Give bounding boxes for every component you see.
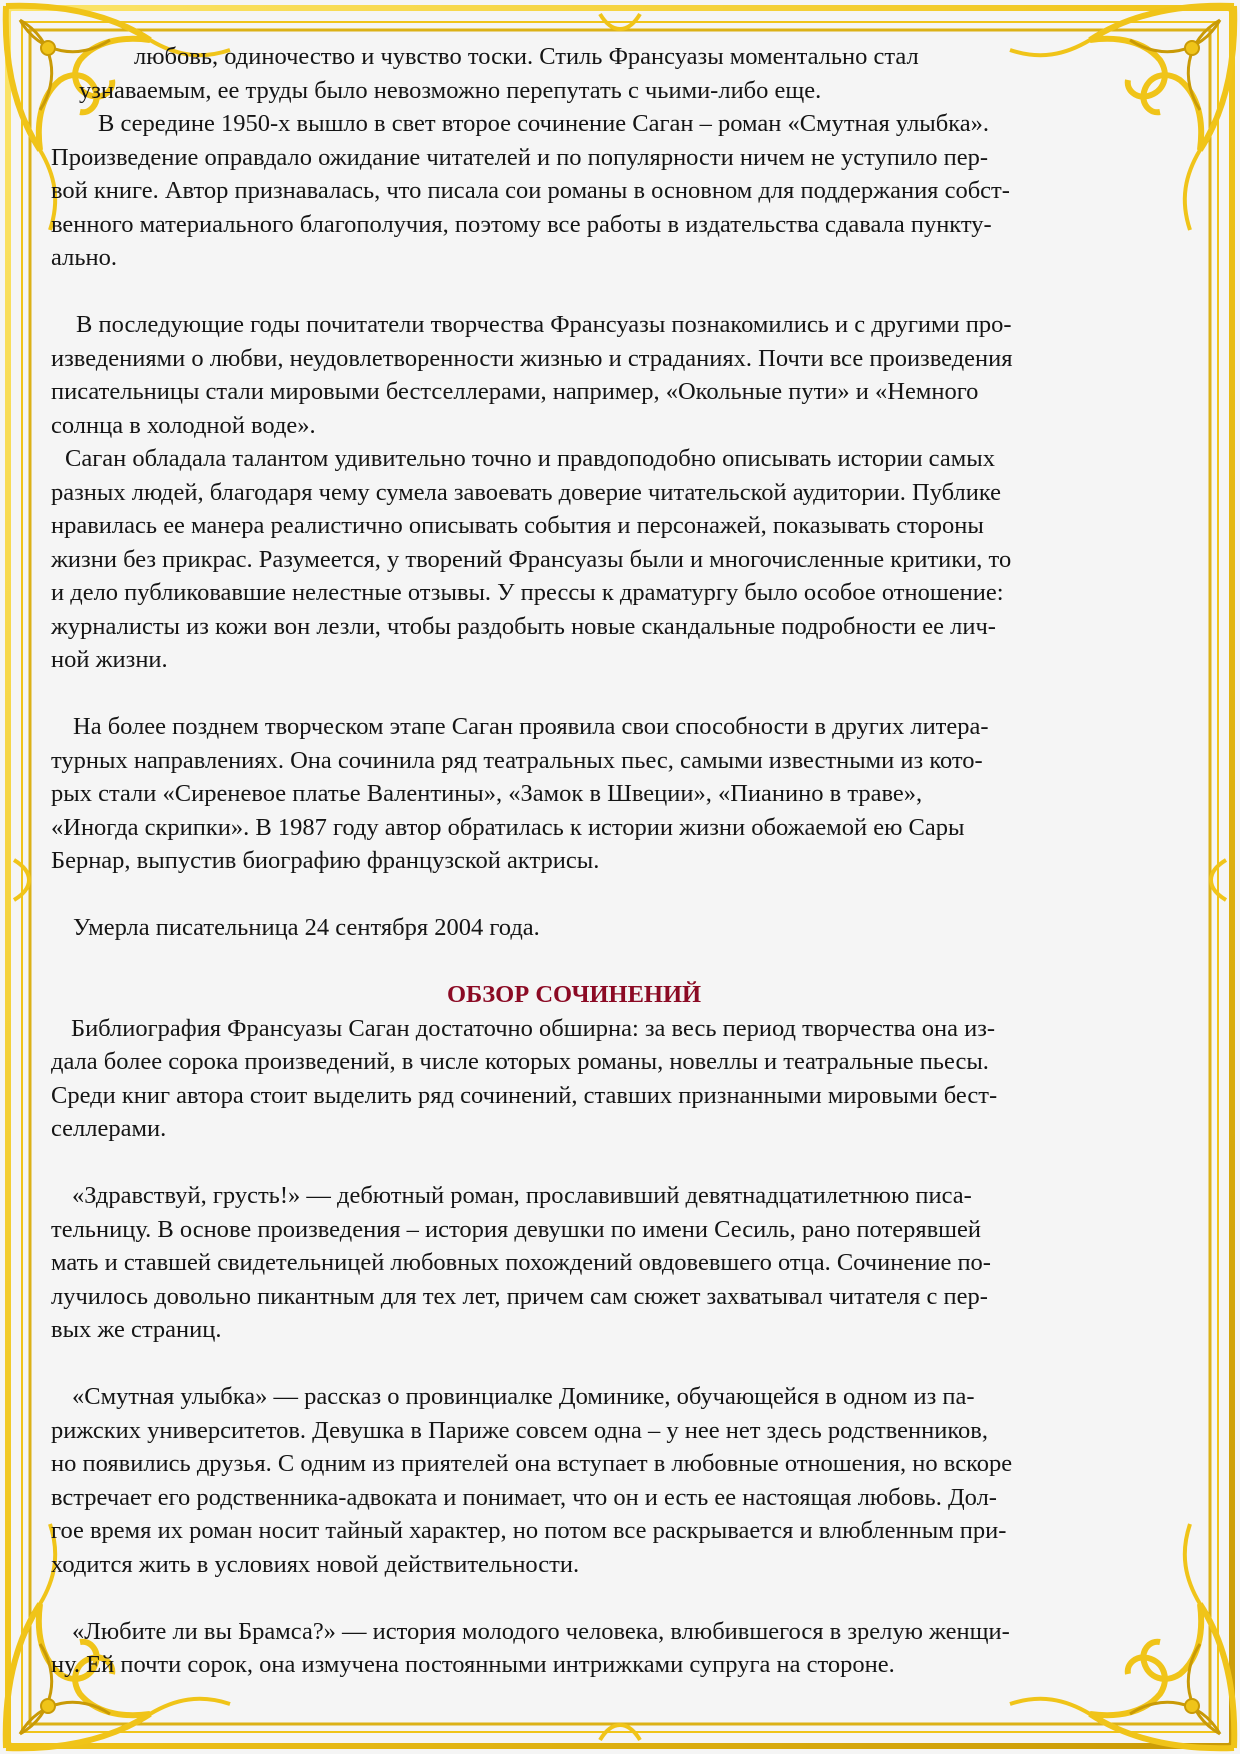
text-line: изведениями о любви, неудовлетворенности жизнью и страданиях. Почти все произведения bbox=[51, 344, 1013, 372]
text-line: Среди книг автора стоит выделить ряд сочинений, ставших признанными мировыми бест- bbox=[51, 1081, 998, 1109]
text-line: журналисты из кожи вон лезли, чтобы раздобыть новые скандальные подробности ее лич- bbox=[51, 612, 996, 640]
text-line: рых стали «Сиреневое платье Валентины», «Замок в Швеции», «Пианино в траве», bbox=[51, 780, 923, 807]
article-body bbox=[51, 40, 1201, 1682]
text-line: венного материального благополучия, поэтому все работы в издательства сдавала пункту- bbox=[51, 210, 992, 238]
text-line: встречает его родственника-адвоката и понимает, что он и есть ее настоящая любовь. Дол- bbox=[51, 1483, 997, 1511]
section-heading: ОБЗОР СОЧИНЕНИЙ bbox=[447, 981, 702, 1008]
text-line: но появились друзья. С одним из приятелей она вступает в любовные отношения, но вскоре bbox=[51, 1450, 1013, 1477]
text-line: Саган обладала талантом удивительно точно и правдоподобно описывать истории самых bbox=[65, 445, 995, 472]
text-line: турных направлениях. Она сочинила ряд театральных пьес, самыми известными из кото- bbox=[51, 746, 983, 774]
text-line: ходится жить в условиях новой действительности. bbox=[51, 1550, 580, 1578]
text-line: дала более сорока произведений, в числе которых романы, новеллы и театральные пьесы. bbox=[51, 1048, 989, 1075]
text-line: селлерами. bbox=[51, 1115, 167, 1142]
text-line: Произведение оправдало ожидание читателей и по популярности ничем не уступило пер- bbox=[51, 143, 988, 171]
text-line: нравилась ее манера реалистично описывать события и персонажей, показывать стороны bbox=[51, 512, 984, 539]
text-line: разных людей, благодаря чему сумела завоевать доверие читательской аудитории. Публике bbox=[51, 478, 1001, 506]
text-line: Библиография Франсуазы Саган достаточно обширна: за весь период творчества она из- bbox=[71, 1014, 996, 1042]
text-line: На более позднем творческом этапе Саган проявила свои способности в других литера- bbox=[73, 713, 989, 740]
text-line: «Здравствуй, грусть!» — дебютный роман, прославивший девятнадцатилетнюю писа- bbox=[72, 1182, 972, 1209]
text-line: узнаваемым, ее труды было невозможно перепутать с чьими-либо еще. bbox=[79, 76, 822, 104]
text-line: лучилось довольно пикантным для тех лет, причем сам сюжет захватывал читателя с пер- bbox=[51, 1282, 988, 1310]
text-line: рижских университетов. Девушка в Париже совсем одна – у нее нет здесь родственников, bbox=[51, 1416, 988, 1444]
text-line: и дело публиковавшие нелестные отзывы. У прессы к драматургу было особое отношение: bbox=[51, 579, 1004, 606]
text-line: В середине 1950-х вышло в свет второе сочинение Саган – роман «Смутная улыбка». bbox=[98, 110, 990, 137]
text-line: жизни без прикрас. Разумеется, у творений Франсуазы были и многочисленные критики, то bbox=[51, 545, 1012, 573]
text-line: Бернар, выпустив биографию французской актрисы. bbox=[51, 847, 600, 874]
text-line: ну. Ей почти сорок, она измучена постоянными интрижками супруга на стороне. bbox=[51, 1651, 895, 1678]
text-line: ной жизни. bbox=[51, 646, 168, 673]
text-line: вой книге. Автор признавалась, что писала сои романы в основном для поддержания собст- bbox=[51, 177, 1010, 204]
text-line: вых же страниц. bbox=[51, 1316, 222, 1343]
text-line: гое время их роман носит тайный характер, но потом все раскрывается и влюбленным при- bbox=[51, 1517, 1007, 1544]
text-line: солнца в холодной воде». bbox=[51, 411, 316, 439]
text-line: Умерла писательница 24 сентября 2004 года. bbox=[73, 914, 540, 941]
text-line: любовь, одиночество и чувство тоски. Стиль Франсуазы моментально стал bbox=[134, 43, 919, 70]
text-line: «Иногда скрипки». В 1987 году автор обратилась к истории жизни обожаемой ею Сары bbox=[51, 813, 965, 841]
text-line: В последующие годы почитатели творчества Франсуазы познакомились и с другими про- bbox=[76, 311, 1012, 338]
text-line: «Смутная улыбка» — рассказ о провинциалке Доминике, обучающейся в одном из па- bbox=[72, 1383, 975, 1410]
text-line: писательницы стали мировыми бестселлерами, например, «Окольные пути» и «Немного bbox=[51, 378, 979, 405]
text-line: тельницу. В основе произведения – история девушки по имени Сесиль, рано потерявшей bbox=[51, 1215, 982, 1243]
text-line: мать и ставшей свидетельницей любовных похождений овдовевшего отца. Сочинение по- bbox=[51, 1249, 991, 1276]
text-line: ально. bbox=[51, 244, 117, 271]
text-line: «Любите ли вы Брамса?» — история молодого человека, влюбившегося в зрелую женщи- bbox=[72, 1617, 1010, 1645]
